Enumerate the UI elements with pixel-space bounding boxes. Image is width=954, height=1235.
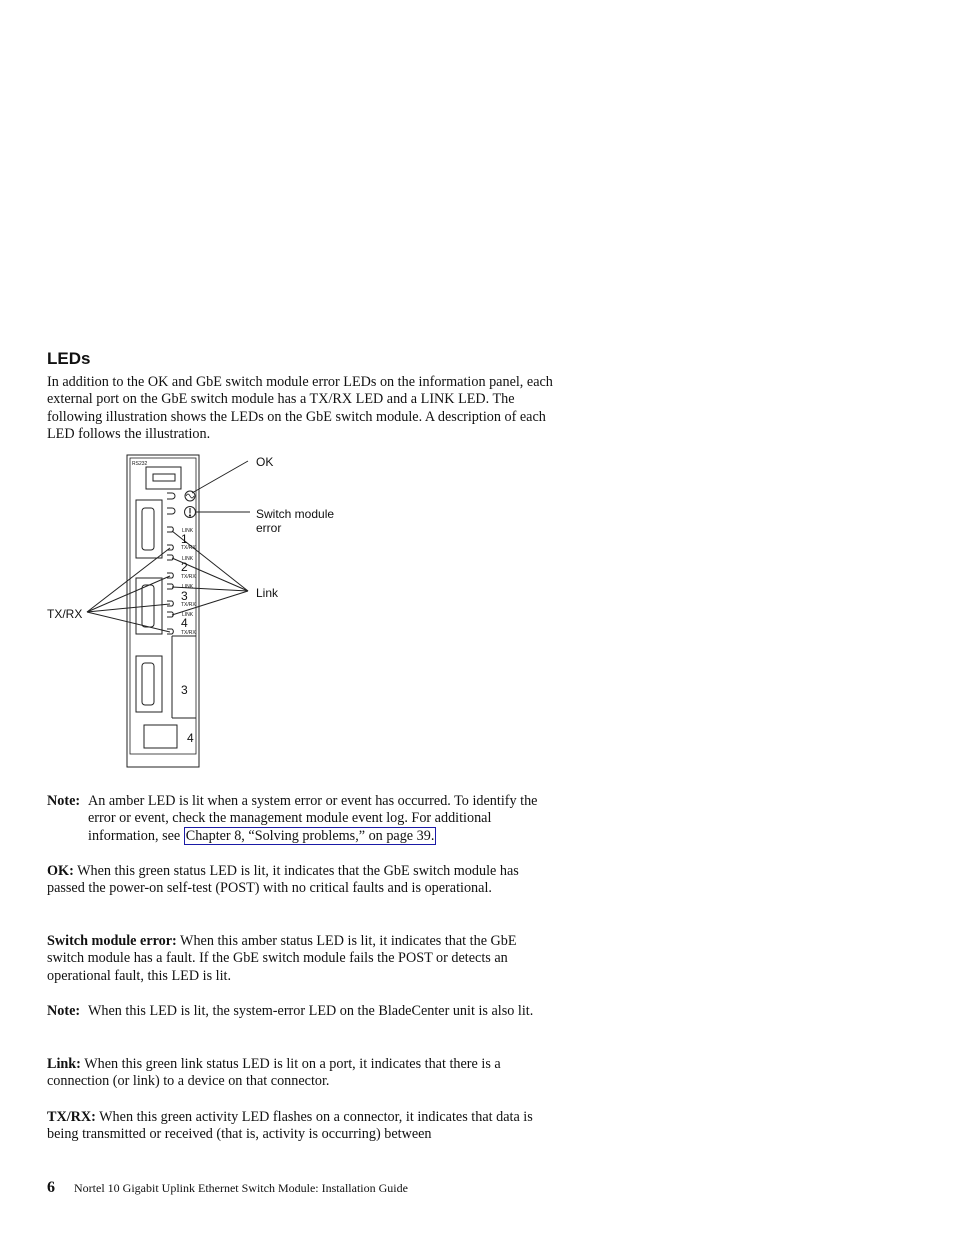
link-callout-label: Link	[256, 586, 279, 600]
connector-3	[142, 663, 154, 705]
port-2-link-label: LINK	[182, 556, 194, 562]
port-3-txrx-label: TX/RX	[181, 602, 196, 608]
module-faceplate	[127, 455, 199, 767]
port-4-txrx-label: TX/RX	[181, 630, 196, 636]
rs232-port	[146, 467, 181, 489]
port-2-txrx-label: TX/RX	[181, 574, 196, 580]
switch-error-callout-line1: Switch module	[256, 507, 335, 521]
note-body: When this LED is lit, the system-error LED on the BladeCenter unit is also lit.	[88, 1003, 534, 1019]
port-number-1: 1	[181, 532, 188, 546]
port-4-link-label: LINK	[182, 612, 194, 618]
note-system-error	[47, 1003, 557, 1020]
txrx-description	[47, 1109, 557, 1144]
switch-error-callout-line2: error	[256, 521, 282, 535]
management-port	[144, 725, 177, 748]
ok-term: OK:	[47, 863, 74, 879]
switch-error-description	[47, 933, 557, 985]
bay-number-3: 3	[181, 683, 188, 697]
txrx-term: TX/RX:	[47, 1109, 96, 1125]
ok-description	[47, 863, 557, 898]
switch-error-text: When this amber status LED is lit, it indicates that the GbE switch module has a fault. If the GbE switch module fails the POST or detects an operational fault, this LED is lit.	[47, 933, 517, 984]
txrx-callout-label: TX/RX	[47, 607, 83, 621]
note-label: Note:	[47, 1003, 81, 1019]
note-amber-led	[47, 793, 557, 845]
footer-title: Nortel 10 Gigabit Uplink Ethernet Switch Module: Installation Guide	[74, 1181, 408, 1195]
connector-1	[142, 508, 154, 550]
note-label: Note:	[47, 793, 81, 809]
bay-number-4: 4	[187, 731, 194, 745]
switch-error-term: Switch module error:	[47, 933, 177, 949]
page-number: 6	[47, 1179, 55, 1196]
port-number-3: 3	[181, 589, 188, 603]
ok-text: When this green status LED is lit, it indicates that the GbE switch module has passed the power-on self-test (POST) with no critical faults and is operational.	[47, 863, 519, 897]
intro-paragraph: In addition to the OK and GbE switch module error LEDs on the information panel, each external port on the GbE switch module has a TX/RX LED and a LINK LED. The following illustration shows the LEDs on the GbE switch module. A description of each LED follows the illustration.	[47, 374, 553, 442]
section-heading: LEDs	[47, 349, 91, 368]
port-1-txrx-label: TX/RX	[181, 545, 196, 551]
error-led	[167, 508, 175, 514]
link-text: When this green link status LED is lit on a port, it indicates that there is a connection (or link) to a device on that connector.	[47, 1056, 501, 1090]
switch-module-diagram	[40, 448, 360, 773]
link-term: Link:	[47, 1056, 81, 1072]
link-description	[47, 1056, 557, 1091]
ok-led	[167, 493, 175, 499]
txrx-text: When this green activity LED flashes on a connector, it indicates that data is being transmitted or received (that is, activity is occurring) between	[47, 1109, 533, 1143]
chapter-8-link[interactable]: Chapter 8, “Solving problems,” on page 39.	[185, 827, 435, 844]
port-number-2: 2	[181, 560, 188, 574]
ok-callout-label: OK	[256, 455, 274, 469]
rs232-label: RS232	[132, 461, 148, 467]
port-number-4: 4	[181, 616, 188, 630]
port-1-link-label: LINK	[182, 528, 194, 534]
note-text: An amber LED is lit when a system error or event has occurred. To identify the error or event, check the management module event log. For additional information, see	[88, 793, 538, 844]
port-3-link-label: LINK	[182, 584, 194, 590]
note-body	[88, 793, 557, 845]
switch-module-figure	[40, 448, 360, 773]
